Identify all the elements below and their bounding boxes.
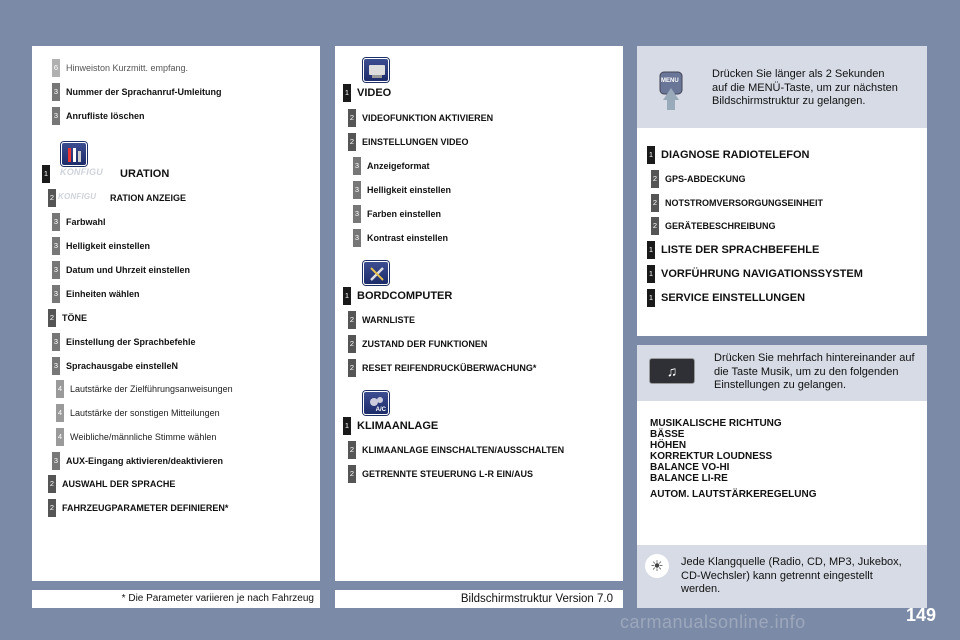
version-label: Bildschirmstruktur Version 7.0 [335,590,623,608]
menu-item [651,216,776,236]
menu-item [52,236,150,256]
level-badge: 4 [56,428,64,446]
level-badge: 1 [343,84,351,102]
music-button-panel [637,345,927,608]
menu-item [52,82,222,102]
level-badge: 3 [52,357,60,375]
level-badge: 3 [353,157,361,175]
page-number: 149 [905,605,936,625]
menu-item [48,498,228,518]
level-badge: 3 [52,107,60,125]
menu-label: MENU [661,78,679,84]
level-badge: 3 [52,213,60,231]
setting-item: HÖHEN [650,440,687,451]
menu-item [48,474,175,494]
menu-item [52,356,178,376]
menu-item [52,332,196,352]
menu-item [56,403,220,423]
note-text [681,556,902,597]
menu-item-label: Anzeigeformat [367,161,430,171]
menu-item [348,358,536,378]
menu-item-label: FAHRZEUGPARAMETER DEFINIEREN* [62,503,229,513]
menu-item-label: VORFÜHRUNG NAVIGATIONSSYSTEM [661,268,863,280]
level-badge: 6 [52,59,60,77]
menu-item-label: RATION ANZEIGE [110,193,186,203]
menu-item [651,193,823,213]
menu-item-label: GPS-ABDECKUNG [665,174,746,184]
menu-item-label: Nummer der Sprachanruf-Umleitung [66,87,222,97]
footnote: * Die Parameter variieren je nach Fahrzeug [32,590,320,608]
configuration-logo: KONFIGU [60,167,103,177]
menu-item-label: Hinweiston Kurzmitt. empfang. [66,63,189,73]
menu-item [48,188,186,208]
video-icon [363,58,389,82]
menu-item [647,264,863,284]
menu-item-label: Farbwahl [66,217,106,227]
note-line: werden. [681,583,721,595]
menu-item-label: URATION [120,168,170,180]
menu-item-label: Kontrast einstellen [367,233,449,243]
menu-item [647,288,805,308]
menu-item-label: TÖNE [62,313,88,323]
level-badge: 2 [348,441,356,459]
menu-item [348,310,415,330]
menu-item [343,83,391,103]
menu-item [348,108,493,128]
menu-item [647,240,819,260]
menu-item [647,145,810,165]
setting-item: BALANCE VO-HI [650,462,730,473]
settings-menu-panel [32,46,320,581]
level-badge: 2 [48,475,56,493]
level-badge: 3 [52,452,60,470]
music-note-icon: ♫ [649,358,695,384]
menu-item [52,106,145,126]
menu-item [56,379,233,399]
menu-item [353,228,448,248]
watermark: carmanualsonline.info [620,612,806,632]
menu-item-label: KLIMAANLAGE [357,420,439,432]
menu-item-label: RESET REIFENDRUCKÜBERWACHUNG* [362,363,537,373]
menu-button-icon [659,66,683,112]
climate-icon [363,391,389,415]
menu-item [343,286,452,306]
level-badge: 3 [353,229,361,247]
ac-label: A/C [375,407,386,413]
level-badge: 1 [647,241,655,259]
hint-line: Drücken Sie mehrfach hintereinander auf [714,352,915,364]
menu-item-label: Anrufliste löschen [66,111,145,121]
settings-icon [61,142,87,166]
menu-hint-text [712,68,898,109]
setting-item: BALANCE LI-RE [650,473,728,484]
menu-item-label: SERVICE EINSTELLUNGEN [661,292,806,304]
menu-item-label: AUX-Eingang aktivieren/deaktivieren [66,456,224,466]
level-badge: 2 [48,189,56,207]
menu-item [348,464,533,484]
level-badge: 2 [651,194,659,212]
level-badge: 3 [52,83,60,101]
menu-item [52,260,190,280]
menu-item-label: WARNLISTE [362,315,415,325]
menu-button-panel [637,46,927,336]
menu-item-label: Datum und Uhrzeit einstellen [66,265,191,275]
menu-item [48,308,87,328]
level-badge: 2 [348,465,356,483]
auto-volume-label: AUTOM. LAUTSTÄRKEREGELUNG [650,489,817,500]
setting-item: KORREKTUR LOUDNESS [650,451,773,462]
music-settings-list [650,418,782,484]
menu-item-label: EINSTELLUNGEN VIDEO [362,137,469,147]
menu-item-label: Sprachausgabe einstelleN [66,361,179,371]
level-badge: 3 [353,181,361,199]
setting-item: BÄSSE [650,429,685,440]
level-badge: 1 [647,265,655,283]
level-badge: 1 [42,165,50,183]
level-badge: 1 [343,287,351,305]
menu-item-label: Einheiten wählen [66,289,140,299]
menu-item-label: AUSWAHL DER SPRACHE [62,479,176,489]
menu-item [353,156,430,176]
note-line: CD-Wechsler) kann getrennt eingestellt [681,569,873,582]
level-badge: 2 [651,170,659,188]
menu-item-label: Weibliche/männliche Stimme wählen [70,432,217,442]
level-badge: 2 [348,359,356,377]
configuration-display-logo: KONFIGU [58,192,97,201]
menu-item-label: Helligkeit einstellen [66,241,151,251]
level-badge: 3 [52,333,60,351]
menu-item-label: LISTE DER SPRACHBEFEHLE [661,244,820,256]
hint-line: Bildschirmstruktur zu gelangen. [712,95,866,107]
level-badge: 4 [56,380,64,398]
hint-line: auf die MENÜ-Taste, um zur nächsten [712,81,898,94]
menu-item-label: VIDEO [357,87,392,99]
menu-item [348,132,469,152]
menu-item [651,169,746,189]
menu-item-label: Einstellung der Sprachbefehle [66,337,196,347]
menu-item [348,334,487,354]
level-badge: 2 [348,311,356,329]
menu-item [343,416,438,436]
level-badge: 3 [353,205,361,223]
tip-icon: ☀ [645,554,669,578]
menu-item [52,212,106,232]
level-badge: 1 [343,417,351,435]
menu-item-label: Lautstärke der sonstigen Mitteilungen [70,408,220,418]
level-badge: 3 [52,237,60,255]
menu-item-label: Helligkeit einstellen [367,185,452,195]
menu-item-label: GETRENNTE STEUERUNG L-R EIN/AUS [362,469,534,479]
level-badge: 2 [48,499,56,517]
hint-line: die Taste Musik, um zu den folgenden [714,365,899,378]
level-badge: 2 [348,133,356,151]
hint-line: Drücken Sie länger als 2 Sekunden [712,68,885,80]
setting-item: MUSIKALISCHE RICHTUNG [650,418,782,429]
menu-item [52,58,188,78]
menu-item-label: VIDEOFUNKTION AKTIVIEREN [362,113,494,123]
menu-item-label: NOTSTROMVERSORGUNGSEINHEIT [665,198,824,208]
menu-item-label: GERÄTEBESCHREIBUNG [665,221,776,231]
level-badge: 2 [48,309,56,327]
menu-item [353,180,451,200]
menu-item [42,164,169,184]
menu-item-label: ZUSTAND DER FUNKTIONEN [362,339,488,349]
menu-item [52,451,223,471]
level-badge: 3 [52,285,60,303]
menu-item-label: DIAGNOSE RADIOTELEFON [661,149,810,161]
level-badge: 2 [348,335,356,353]
menu-item-label: BORDCOMPUTER [357,290,453,302]
menu-item [353,204,441,224]
menu-item [52,284,140,304]
level-badge: 4 [56,404,64,422]
music-hint-text [714,352,915,393]
menu-item [56,427,216,447]
level-badge: 1 [647,289,655,307]
level-badge: 3 [52,261,60,279]
level-badge: 1 [647,146,655,164]
menu-item [348,440,564,460]
menu-item-label: Farben einstellen [367,209,442,219]
functions-menu-panel [335,46,623,581]
level-badge: 2 [651,217,659,235]
level-badge: 2 [348,109,356,127]
hint-line: Einstellungen zu gelangen. [714,379,847,391]
menu-item-label: KLIMAANLAGE EINSCHALTEN/AUSSCHALTEN [362,445,565,455]
tools-icon [363,261,389,285]
menu-item-label: Lautstärke der Zielführungsanweisungen [70,384,233,394]
note-line: Jede Klangquelle (Radio, CD, MP3, Jukebox, [681,556,902,568]
